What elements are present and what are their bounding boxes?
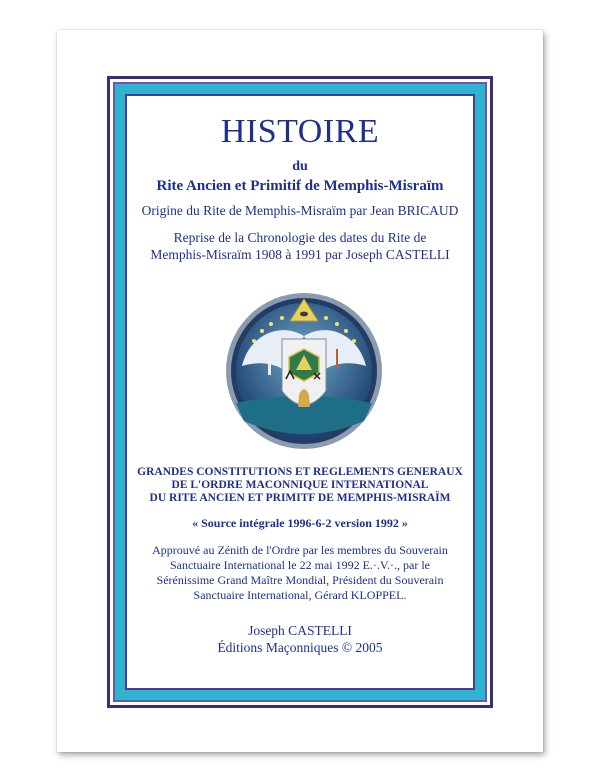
seal-emblem xyxy=(224,291,384,451)
publisher: Éditions Maçonniques © 2005 xyxy=(217,640,383,655)
cross-icon xyxy=(336,349,338,369)
origin-line: Origine du Rite de Memphis-Misraïm par Jean BRICAUD xyxy=(141,203,459,218)
author-block xyxy=(133,622,467,656)
cover-content xyxy=(133,100,467,684)
book-cover xyxy=(57,30,543,752)
reprise-line-2: Memphis-Misraïm 1908 à 1991 par Joseph CASTELLI xyxy=(150,247,450,262)
approval-text xyxy=(133,543,467,603)
constitutions-line-1: GRANDES CONSTITUTIONS ET REGLEMENTS GENERAUX xyxy=(137,466,463,478)
approval-line-2: Sanctuaire International le 22 mai 1992 E.·.V.·., par le xyxy=(169,558,431,572)
eye-icon xyxy=(300,312,308,317)
reprise-line-1: Reprise de la Chronologie des dates du Rite de xyxy=(173,230,427,245)
constitutions-line-3: DU RITE ANCIEN ET PRIMITF DE MEMPHIS-MISRAÏM xyxy=(149,492,451,504)
title-connector: du xyxy=(292,159,308,174)
author-name: Joseph CASTELLI xyxy=(248,623,352,638)
cover-frame-teal xyxy=(113,82,487,702)
cover-frame-outer xyxy=(107,76,493,708)
ladder-icon xyxy=(268,349,271,375)
approval-line-1: Approuvé au Zénith de l'Ordre par les membres du Souverain xyxy=(152,543,448,557)
approval-line-4: Sanctuaire International, Gérard KLOPPEL. xyxy=(193,588,407,602)
cover-frame-inner xyxy=(125,94,475,690)
constitutions-heading xyxy=(133,466,467,505)
book-title: HISTOIRE xyxy=(220,113,380,150)
source-line: « Source intégrale 1996-6-2 version 1992 » xyxy=(192,516,408,530)
book-subtitle: Rite Ancien et Primitif de Memphis-Misraïm xyxy=(156,178,444,194)
reprise-text xyxy=(133,229,467,263)
approval-line-3: Sérénissime Grand Maître Mondial, Président du Souverain xyxy=(156,573,444,587)
constitutions-line-2: DE L'ORDRE MACONNIQUE INTERNATIONAL xyxy=(171,479,429,491)
